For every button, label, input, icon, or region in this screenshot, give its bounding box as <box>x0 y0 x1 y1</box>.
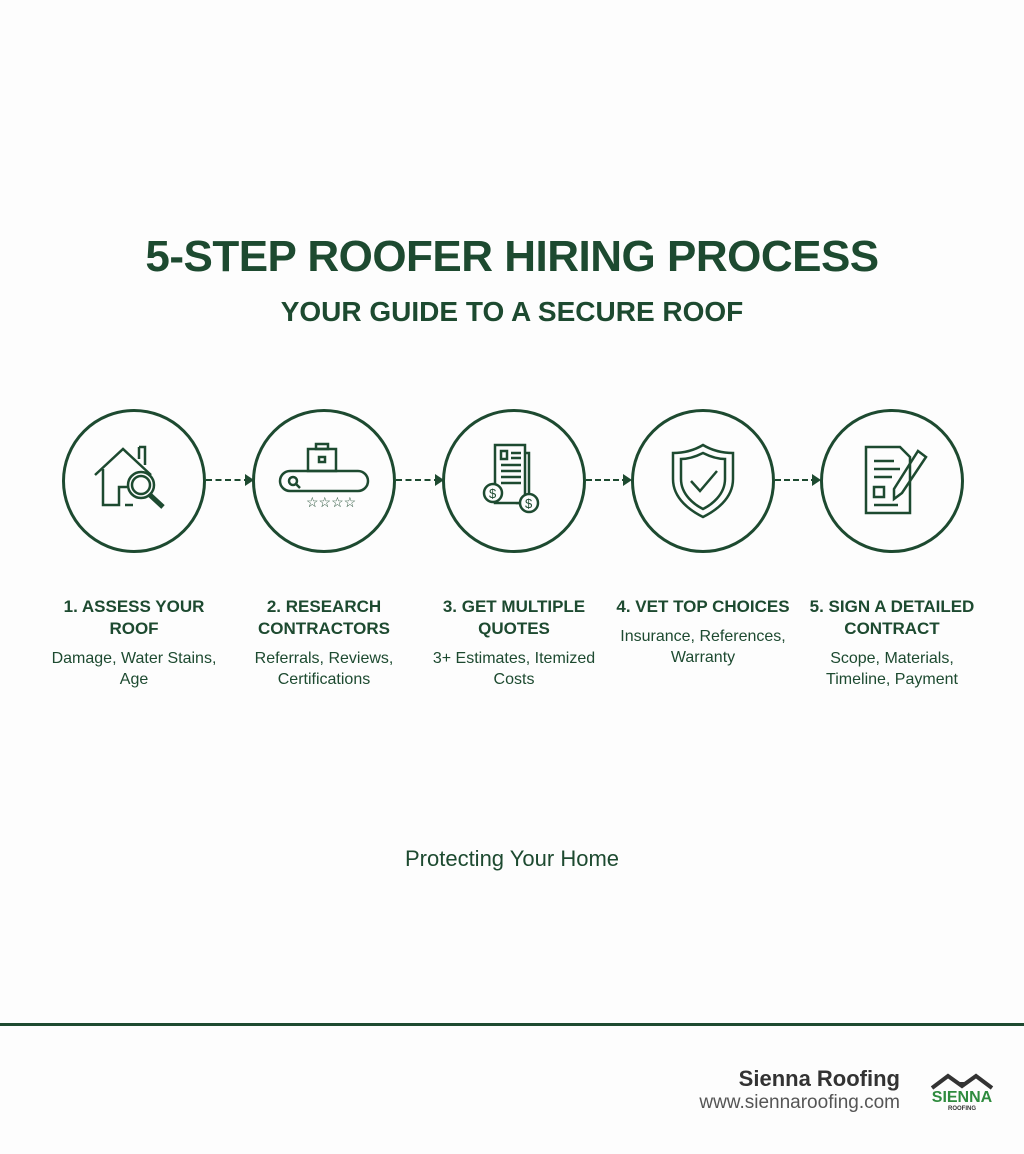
tagline: Protecting Your Home <box>404 846 620 871</box>
step-5 <box>802 596 982 690</box>
step-description: Referrals, Reviews, Certifications <box>254 650 394 688</box>
divider <box>0 1023 1024 1026</box>
company-name: Sienna Roofing <box>738 1066 900 1091</box>
step-description: Damage, Water Stains, Age <box>51 650 217 688</box>
page-subtitle: YOUR GUIDE TO A SECURE ROOF <box>280 296 744 327</box>
step-3 <box>424 596 604 690</box>
step-1 <box>44 596 224 690</box>
arrow-connector <box>206 479 250 481</box>
step-title: 5. SIGN A DETAILED CONTRACT <box>809 597 975 638</box>
arrow-connector <box>586 479 628 481</box>
svg-text:$: $ <box>489 486 497 501</box>
search-rating-icon <box>252 409 396 553</box>
company-logo <box>926 1072 998 1117</box>
step-4 <box>613 596 793 668</box>
step-description: Scope, Materials, Timeline, Payment <box>826 650 958 688</box>
step-2 <box>234 596 414 690</box>
house-magnifier-icon <box>62 409 206 553</box>
step-title: 4. VET TOP CHOICES <box>616 597 790 616</box>
svg-text:☆☆☆☆: ☆☆☆☆ <box>306 494 357 510</box>
arrow-connector <box>775 479 817 481</box>
step-title: 2. RESEARCH CONTRACTORS <box>258 597 390 638</box>
company-url[interactable]: www.siennaroofing.com <box>699 1092 900 1113</box>
svg-text:$: $ <box>525 496 533 511</box>
arrow-connector <box>396 479 440 481</box>
documents-dollar-icon <box>442 409 586 553</box>
step-description: 3+ Estimates, Itemized Costs <box>432 650 596 688</box>
step-title: 1. ASSESS YOUR ROOF <box>63 597 205 638</box>
contract-pen-icon <box>820 409 964 553</box>
page-title: 5-STEP ROOFER HIRING PROCESS <box>145 232 879 281</box>
logo-subtext: ROOFING <box>948 1106 976 1112</box>
step-title: 3. GET MULTIPLE QUOTES <box>442 597 586 638</box>
company-info <box>699 1066 900 1114</box>
step-description: Insurance, References, Warranty <box>620 628 786 666</box>
logo-text: SIENNA <box>931 1089 993 1106</box>
shield-check-icon <box>631 409 775 553</box>
